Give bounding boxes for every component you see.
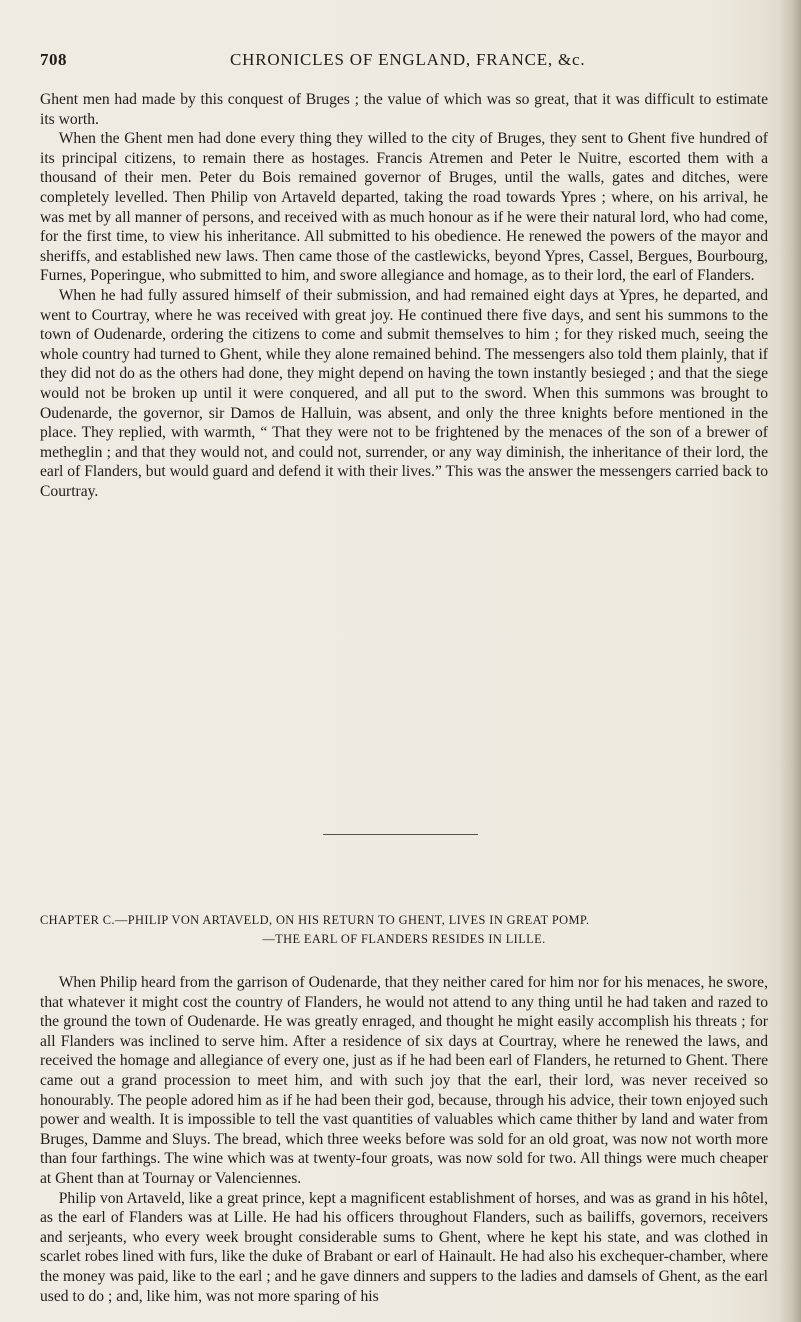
paragraph: When Philip heard from the garrison of Oudenarde, that they neither cared for him nor for his menaces, he swore, that whatever it might cost the country of Flanders, he would not attend to any thing until he had taken and razed to the ground the town of Oudenarde. He was greatly enraged, and thought he might easily accomplish his threats ; for all Flanders was inclined to serve him. After a residence of six days at Courtray, where he renewed the laws, and received the homage and allegiance of every one, just as if he had been earl of Flanders, he returned to Ghent. There came out a grand procession to meet him, and with such joy that the earl, their lord, was never received so honourably. The people adored him as if he had been their god, because, through his advice, their town enjoyed such power and wealth. It is impossible to tell the vast quantities of valuables which came thither by land and water from Bruges, Damme and Sluys. The bread, which three weeks before was sold for an old groat, was now not worth more than four farthings. The wine which was at twenty-four groats, was now sold for two. All things were much cheaper at Ghent than at Tournay or Valenciennes.	[40, 974, 768, 1187]
chapter-text	[40, 973, 768, 1306]
running-title: CHRONICLES OF ENGLAND, FRANCE, &c.	[230, 50, 586, 69]
paragraph: Ghent men had made by this conquest of Bruges ; the value of which was so great, that it was difficult to estimate its worth.	[40, 91, 768, 128]
chapter-heading-line-2: —THE EARL OF FLANDERS RESIDES IN LILLE.	[262, 932, 546, 946]
chapter-heading	[40, 911, 768, 949]
chapter-heading-line-1: CHAPTER C.—PHILIP VON ARTAVELD, ON HIS RETURN TO GHENT, LIVES IN GREAT POMP.	[40, 913, 590, 927]
paragraph: Philip von Artaveld, like a great prince, kept a magnificent establishment of horses, and was as grand in his hôtel, as the earl of Flanders was at Lille. He had his officers throughout Flanders, such as bailiffs, governors, receivers and serjeants, who every week brought considerable sums to Ghent, where he kept his state, and was clothed in scarlet robes lined with furs, like the duke of Brabant or earl of Hainault. He had also his exchequer-chamber, where the money was paid, like to the earl ; and he gave dinners and suppers to the ladies and damsels of Ghent, as the earl used to do ; and, like him, was not more sparing of his	[40, 1189, 768, 1305]
paragraph: When he had fully assured himself of their submission, and had remained eight days at Ypres, he departed, and went to Courtray, where he was received with great joy. He continued there five days, and sent his summons to the town of Oudenarde, ordering the citizens to come and submit themselves to him ; for they risked much, seeing the whole country had turned to Ghent, while they alone remained behind. The messengers also told them plainly, that if they did not do as the others had done, they might depend on having the town instantly besieged ; and that the siege would not be broken up until it were conquered, and all put to the sword. When this summons was brought to Oudenarde, the governor, sir Damos de Halluin, was absent, and only the three knights before mentioned in the place. They replied, with warmth, “ That they were not to be frightened by the menaces of the son of a brewer of metheglin ; and that they would not, and could not, surrender, or any way diminish, the inheritance of their lord, the earl of Flanders, but would guard and defend it with their lives.” This was the answer the messengers carried back to Courtray.	[40, 286, 768, 500]
paragraph: When the Ghent men had done every thing they willed to the city of Bruges, they sent to Ghent five hundred of its principal citizens, to remain there as hostages. Francis Atremen and Peter le Nuitre, escorted them with a thousand of their men. Peter du Bois remained governor of Bruges, until the walls, gates and ditches, were completely levelled. Then Philip von Artaveld departed, taking the road towards Ypres ; where, on his arrival, he was met by all manner of persons, and received with as much honour as if he were their natural lord, who had come, for the first time, to view his inheritance. All submitted to his obedience. He renewed the powers of the mayor and sheriffs, and established new laws. Then came those of the castlewicks, beyond Ypres, Cassel, Bergues, Bourbourg, Furnes, Poperingue, who submitted to him, and swore allegiance and homage, as to their lord, the earl of Flanders.	[40, 130, 768, 285]
main-text	[40, 90, 768, 501]
page-edge-shadow	[779, 0, 801, 1322]
section-divider	[323, 834, 478, 835]
page-number: 708	[40, 50, 67, 69]
running-head	[40, 50, 770, 80]
